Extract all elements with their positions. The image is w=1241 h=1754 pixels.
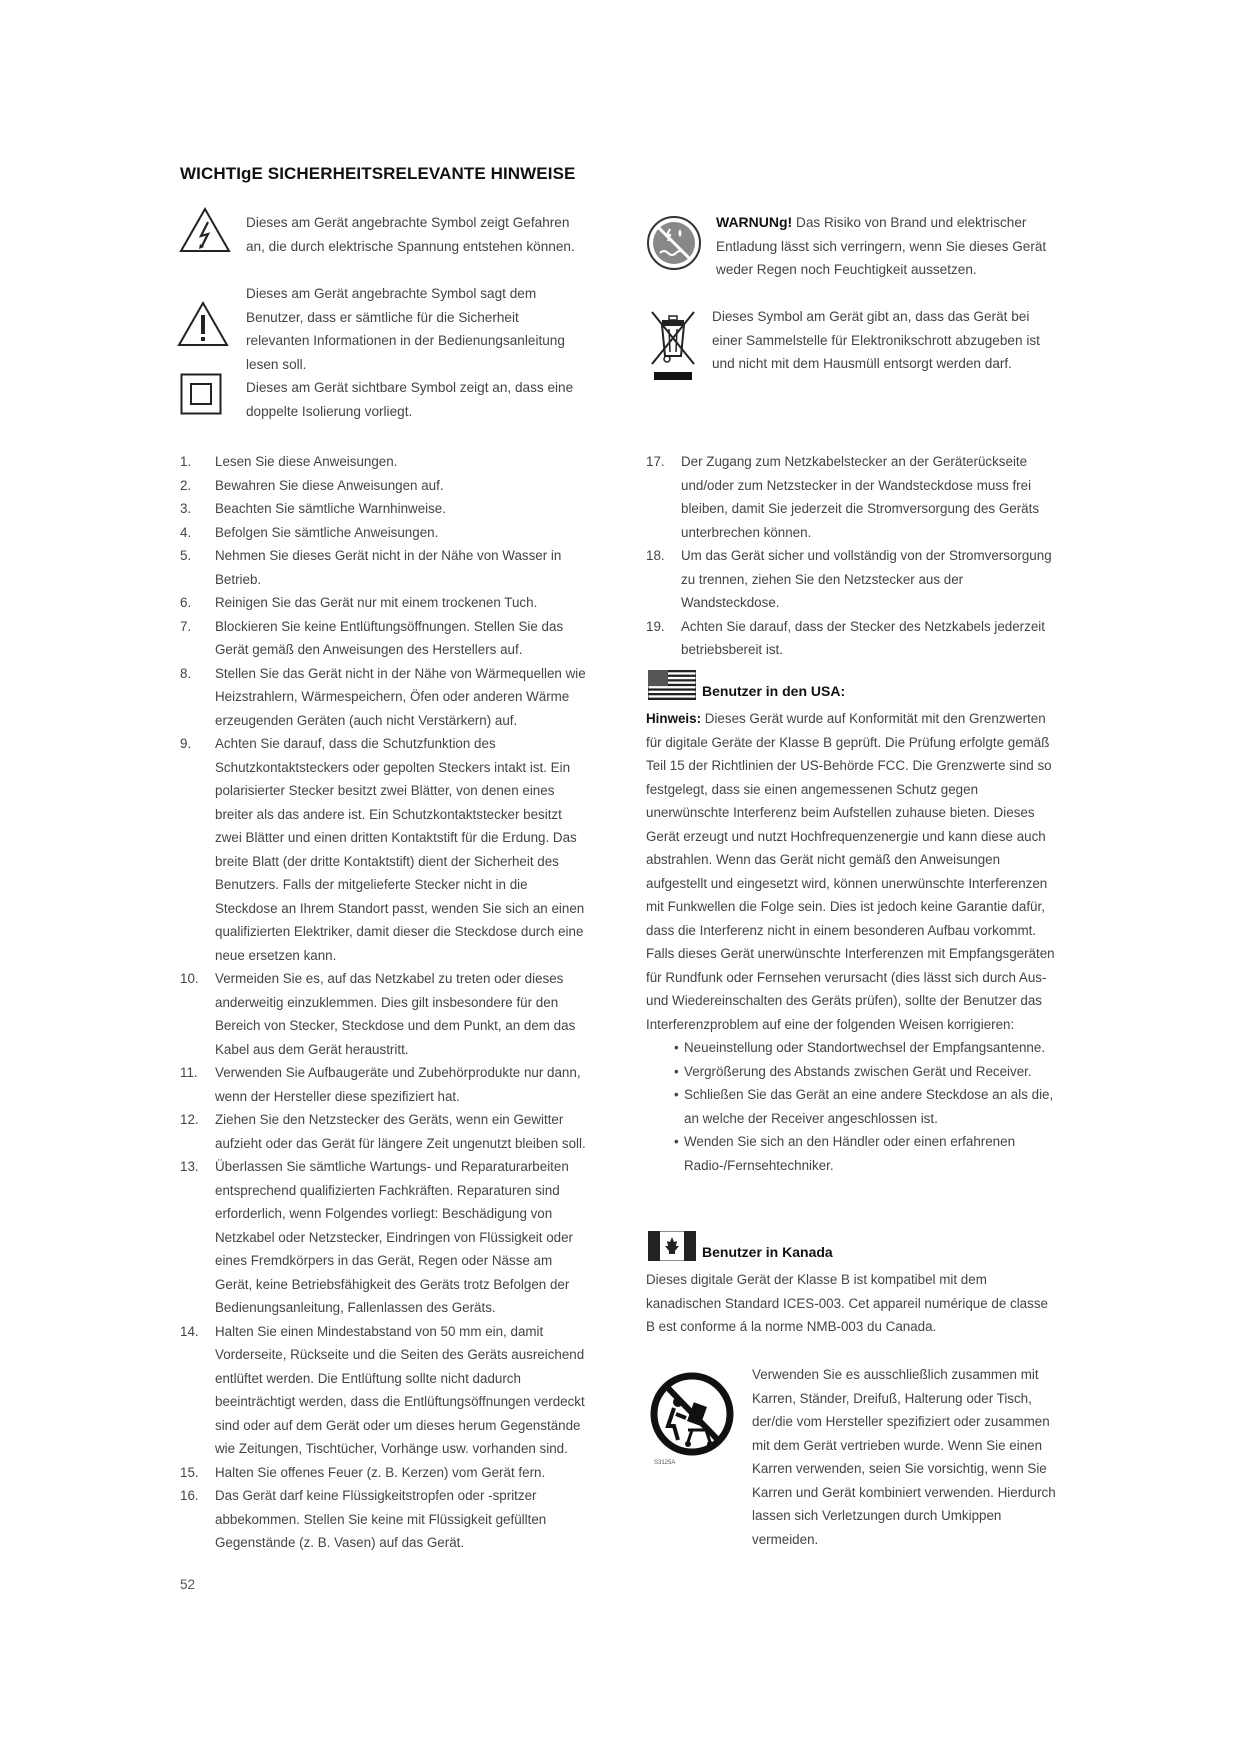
canada-heading: Benutzer in Kanada	[702, 1244, 833, 1260]
list-item: 3. Beachten Sie sämtliche Warnhinweise.	[180, 501, 446, 516]
instructions-right	[646, 450, 1056, 662]
list-item: • Vergrößerung des Abstands zwischen Gerät und Receiver.	[646, 1060, 1060, 1084]
list-item: 10. Vermeiden Sie es, auf das Netzkabel zu treten oder dieses anderweitig einzuklemmen. Dies gilt insbesondere für den Bereich von Stecker, Steckdose und dem Punkt, an dem das Kabel aus dem Gerät heraustritt.	[180, 971, 576, 1057]
cart-text: Verwenden Sie es ausschließlich zusammen mit Karren, Ständer, Dreifuß, Halterung oder Tisch, der/die vom Hersteller spezifiziert oder zusammen mit dem Gerät vertrieben wurde. Wenn Sie einen Karren verwenden, seien Sie vorsichtig, wenn Sie Karren und Gerät kombiniert verwenden. Hierdurch lassen sich Verletzungen durch Umkippen vermeiden.	[752, 1367, 1056, 1547]
cart-tip-over-icon	[648, 1370, 740, 1470]
list-item: • Neueinstellung oder Standortwechsel der Empfangsantenne.	[646, 1036, 1060, 1060]
usa-note-label: Hinweis:	[646, 711, 702, 726]
list-item: 7. Blockieren Sie keine Entlüftungsöffnungen. Stellen Sie das Gerät gemäß den Anweisungen des Herstellers auf.	[180, 618, 564, 657]
symbol-text-lightning: Dieses am Gerät angebrachte Symbol zeigt Gefahren an, die durch elektrische Spannung entstehen können.	[246, 215, 575, 254]
weee-text: Dieses Symbol am Gerät gibt an, dass das Gerät bei einer Sammelstelle für Elektronikschrott abzugeben ist und nicht mit dem Hausmüll entsorgt werden darf.	[712, 309, 1040, 371]
list-item: 4. Befolgen Sie sämtliche Anweisungen.	[180, 524, 439, 540]
list-item: 11. Verwenden Sie Aufbaugeräte und Zubehörprodukte nur dann, wenn der Hersteller diese spezifiziert hat.	[180, 1065, 581, 1104]
list-item: 9. Achten Sie darauf, dass die Schutzfunktion des Schutzkontaktsteckers oder gepolten Steckers intakt ist. Ein polarisierter Stecker besitzt zwei Blätter, von denen eines breiter als das andere ist. Ein Schutzkontaktstecker besitzt zwei Blätter und einen dritten Kontaktstift für die Erdung. Das breite Blatt (der dritte Kontaktstift) dient der Sicherheit des Benutzers. Falls der mitgelieferte Stecker nicht in die Steckdose an Ihrem Standort passt, wenden Sie sich an einen qualifizierten Elektriker, damit dieser die Steckdose durch eine neue ersetzen kann.	[180, 736, 585, 963]
list-item: • Wenden Sie sich an den Händler oder einen erfahrenen Radio-/Fernsehtechniker.	[646, 1130, 1060, 1177]
list-item: 16. Das Gerät darf keine Flüssigkeitstropfen oder -spritzer abbekommen. Stellen Sie keine mit Flüssigkeit gefüllten Gegenstände (z. B. Vasen) auf das Gerät.	[180, 1488, 547, 1550]
list-item: 17. Der Zugang zum Netzkabelstecker an der Geräterückseite und/oder zum Netzstecker in der Wandsteckdose muss frei bleiben, damit Sie jederzeit die Stromversorgung des Geräts unterbrechen können.	[646, 454, 1040, 540]
list-item: 2. Bewahren Sie diese Anweisungen auf.	[180, 477, 444, 493]
usa-heading: Benutzer in den USA:	[702, 683, 846, 699]
list-item: 8. Stellen Sie das Gerät nicht in der Nähe von Wärmequellen wie Heizstrahlern, Wärmespeichern, Öfen oder anderen Wärme erzeugenden Geräten (auch nicht Verstärkern) auf.	[180, 665, 586, 728]
cart-caption: S3125A	[654, 1460, 676, 1466]
canada-flag-icon	[648, 1231, 696, 1261]
usa-note	[646, 707, 1060, 1177]
canada-text: Dieses digitale Gerät der Klasse B ist kompatibel mit dem kanadischen Standard ICES-003. Cet appareil numérique de classe B est conforme á la norme NMB-003 du Canada.	[646, 1272, 1048, 1334]
warning-text	[716, 211, 1056, 282]
list-item: 13. Überlassen Sie sämtliche Wartungs- und Reparaturarbeiten entsprechend qualifizierten Fachkräften. Reparaturen sind erforderlich, wenn Folgendes vorliegt: Beschädigung von Netzkabel oder Netzstecker, Eindringen von Flüssigkeit oder eines Fremdkörpers in das Gerät, Regen oder Nässe am Gerät, keine Betriebsfähigkeit des Geräts trotz Befolgen der Bedienungsanleitung, Fallenlassen des Geräts.	[180, 1159, 574, 1315]
crossed-bin-icon	[648, 310, 698, 382]
list-item: 15. Halten Sie offenes Feuer (z. B. Kerzen) vom Gerät fern.	[180, 1464, 546, 1480]
exclamation-warning-icon	[176, 300, 230, 348]
warning-body: Das Risiko von Brand und elektrischer Entladung lässt sich verringern, wenn Sie dieses Gerät weder Regen noch Feuchtigkeit aussetzen.	[716, 215, 1047, 277]
symbol-text-exclamation: Dieses am Gerät angebrachte Symbol sagt dem Benutzer, dass er sämtliche für die Sicherheit relevanten Informationen in der Bedienungsanleitung lesen soll.	[246, 286, 565, 372]
page-number: 52	[180, 1577, 196, 1592]
double-insulation-icon	[180, 373, 222, 415]
list-item: 1. Lesen Sie diese Anweisungen.	[180, 454, 398, 469]
list-item: 14. Halten Sie einen Mindestabstand von 50 mm ein, damit Vorderseite, Rückseite und die Seiten des Geräts ausreichend entlüftet werden. Die Entlüftung sollte nicht dadurch beeinträchtigt werden, dass die Entlüftungsöffnungen verdeckt sind oder auf dem Gerät oder um dieses herum Gegenstände wie Zeitungen, Tischtücher, Vorhänge usw. vorhanden sind.	[180, 1323, 585, 1456]
list-item: 6. Reinigen Sie das Gerät nur mit einem trockenen Tuch.	[180, 595, 538, 610]
list-item: 5. Nehmen Sie dieses Gerät nicht in der Nähe von Wasser in Betrieb.	[180, 548, 562, 587]
instructions-left	[180, 450, 590, 1555]
no-water-icon	[646, 215, 702, 271]
list-item: 19. Achten Sie darauf, dass der Stecker des Netzkabels jederzeit betriebsbereit ist.	[646, 618, 1045, 657]
lightning-warning-icon	[178, 206, 232, 254]
symbol-text-double-insulation: Dieses am Gerät sichtbare Symbol zeigt an, dass eine doppelte Isolierung vorliegt.	[246, 380, 574, 419]
page-title: WICHTIgE SICHERHEITSRELEVANTE HINWEISE	[180, 164, 576, 183]
list-item: • Schließen Sie das Gerät an eine andere Steckdose an als die, an welche der Receiver angeschlossen ist.	[646, 1083, 1060, 1130]
usa-note-text: Dieses Gerät wurde auf Konformität mit den Grenzwerten für digitale Geräte der Klasse B geprüft. Die Prüfung erfolgte gemäß Teil 15 der Richtlinien der US-Behörde FCC. Die Grenzwerte sind so festgelegt, dass sie einen angemessenen Schutz gegen unerwünschte Interferenz beim Aufstellen zuhause bieten. Dieses Gerät erzeugt und nutzt Hochfrequenzenergie und kann diese auch abstrahlen. Wenn das Gerät nicht gemäß den Anweisungen aufgestellt und eingesetzt wird, können unerwünschte Interferenzen mit Funkwellen die Folge sein. Dies ist jedoch keine Garantie dafür, dass die Interferenz nicht in einem besonderen Aufbau vorkommt. Falls dieses Gerät unerwünschte Interferenzen mit Empfangsgeräten für Rundfunk oder Fernsehen verursacht (dies lässt sich durch Aus- und Wiedereinschalten des Geräts prüfen), sollte der Benutzer das Interferenzproblem auf eine der folgenden Weisen korrigieren:	[646, 711, 1055, 1032]
usa-flag-icon	[648, 670, 696, 700]
warning-label: WARNUNg!	[716, 214, 793, 230]
list-item: 12. Ziehen Sie den Netzstecker des Geräts, wenn ein Gewitter aufzieht oder das Gerät für längere Zeit ungenutzt bleiben soll.	[180, 1112, 586, 1151]
list-item: 18. Um das Gerät sicher und vollständig von der Stromversorgung zu trennen, ziehen Sie den Netzstecker aus der Wandsteckdose.	[646, 548, 1052, 610]
